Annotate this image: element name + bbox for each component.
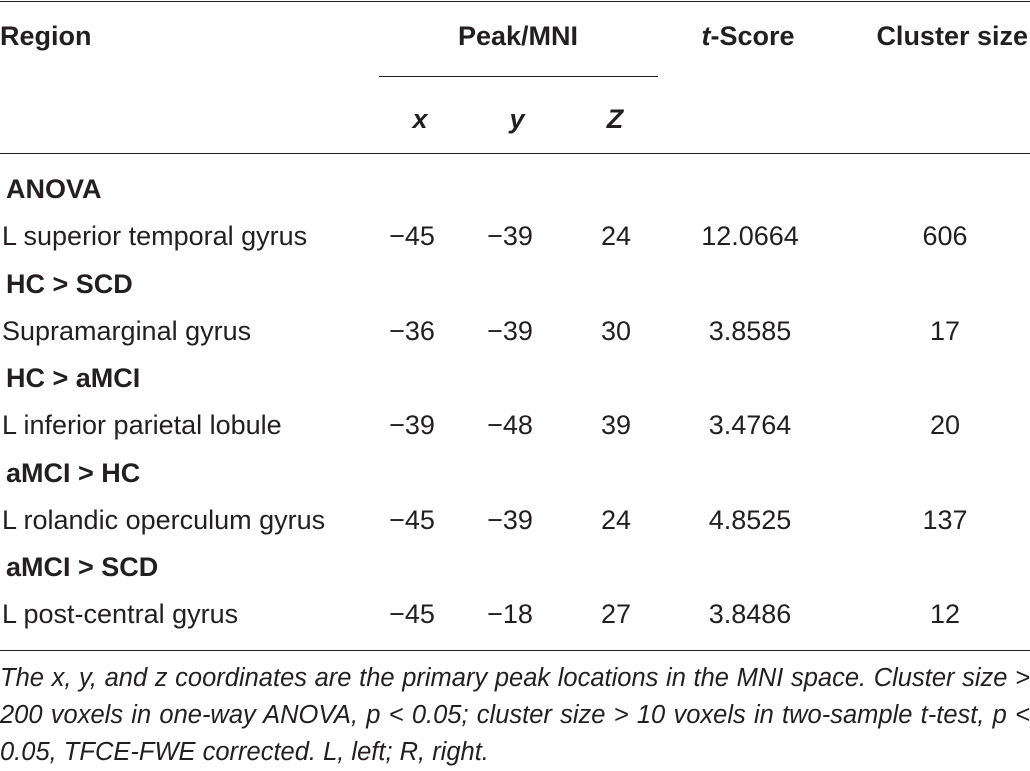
table-cell-y: −39 <box>487 221 533 251</box>
section-title: aMCI > HC <box>6 457 141 488</box>
table-cell-cluster: 17 <box>929 315 961 346</box>
table-cell-z: 24 <box>600 504 632 535</box>
table-cell-t: 4.8525 <box>708 504 792 535</box>
section-title: aMCI > SCD <box>6 552 159 583</box>
table-cell-z: 27 <box>600 599 632 630</box>
header-peak-mni: Peak/MNI <box>457 21 579 51</box>
table-cell-x: −45 <box>389 599 435 630</box>
table-top-rule <box>0 1 1030 2</box>
table-cell-t: 3.8585 <box>708 315 792 346</box>
table-cell-y: −48 <box>487 410 533 441</box>
table-cell-y: −39 <box>487 504 533 535</box>
table-cell-z: 24 <box>600 221 632 251</box>
table-cell-x: −36 <box>389 315 435 346</box>
header-t-rest: -Score <box>710 21 795 51</box>
table-cell-region: L rolandic operculum gyrus <box>2 504 326 535</box>
section-title: HC > SCD <box>6 268 133 299</box>
table-cell-y: −39 <box>487 315 533 346</box>
header-y: y <box>509 104 525 134</box>
table-cell-x: −45 <box>389 221 435 251</box>
table-footnote: The x, y, and z coordinates are the primary peak locations in the MNI space. Cluster size > 200 voxels in one-way ANOVA, p < 0.05; cluster size > 10 voxels in two-sample t-test, p < 0.05, TFCE-FWE corrected. L, left; R, right. <box>0 664 1030 766</box>
table-cell-cluster: 20 <box>929 410 961 441</box>
table-cell-z: 39 <box>600 410 632 441</box>
table-cell-x: −39 <box>389 410 435 441</box>
header-cluster-size: Cluster size <box>876 21 1028 51</box>
table-cell-region: Supramarginal gyrus <box>2 315 252 346</box>
table-cell-t: 3.8486 <box>708 599 792 630</box>
table-cell-t: 12.0664 <box>701 221 799 251</box>
table-cell-cluster: 606 <box>922 221 968 251</box>
peak-mni-rule <box>379 76 658 77</box>
header-region: Region <box>0 21 92 51</box>
table-cell-t: 3.4764 <box>708 410 792 441</box>
table-cell-cluster: 137 <box>922 504 968 535</box>
header-t-score <box>701 20 794 52</box>
table-cell-z: 30 <box>600 315 632 346</box>
table-cell-x: −45 <box>389 504 435 535</box>
table-cell-region: L post-central gyrus <box>2 599 239 630</box>
header-t-italic: t <box>701 21 711 51</box>
table-cell-region: L inferior parietal lobule <box>2 410 282 441</box>
header-x: x <box>412 104 428 134</box>
header-bottom-rule <box>0 153 1030 154</box>
section-title: ANOVA <box>6 174 102 204</box>
table-bottom-rule <box>0 650 1030 651</box>
header-z: Z <box>606 104 624 134</box>
table-cell-region: L superior temporal gyrus <box>2 221 308 251</box>
table-cell-y: −18 <box>487 599 533 630</box>
table-cell-cluster: 12 <box>929 599 961 630</box>
section-title: HC > aMCI <box>6 363 141 394</box>
